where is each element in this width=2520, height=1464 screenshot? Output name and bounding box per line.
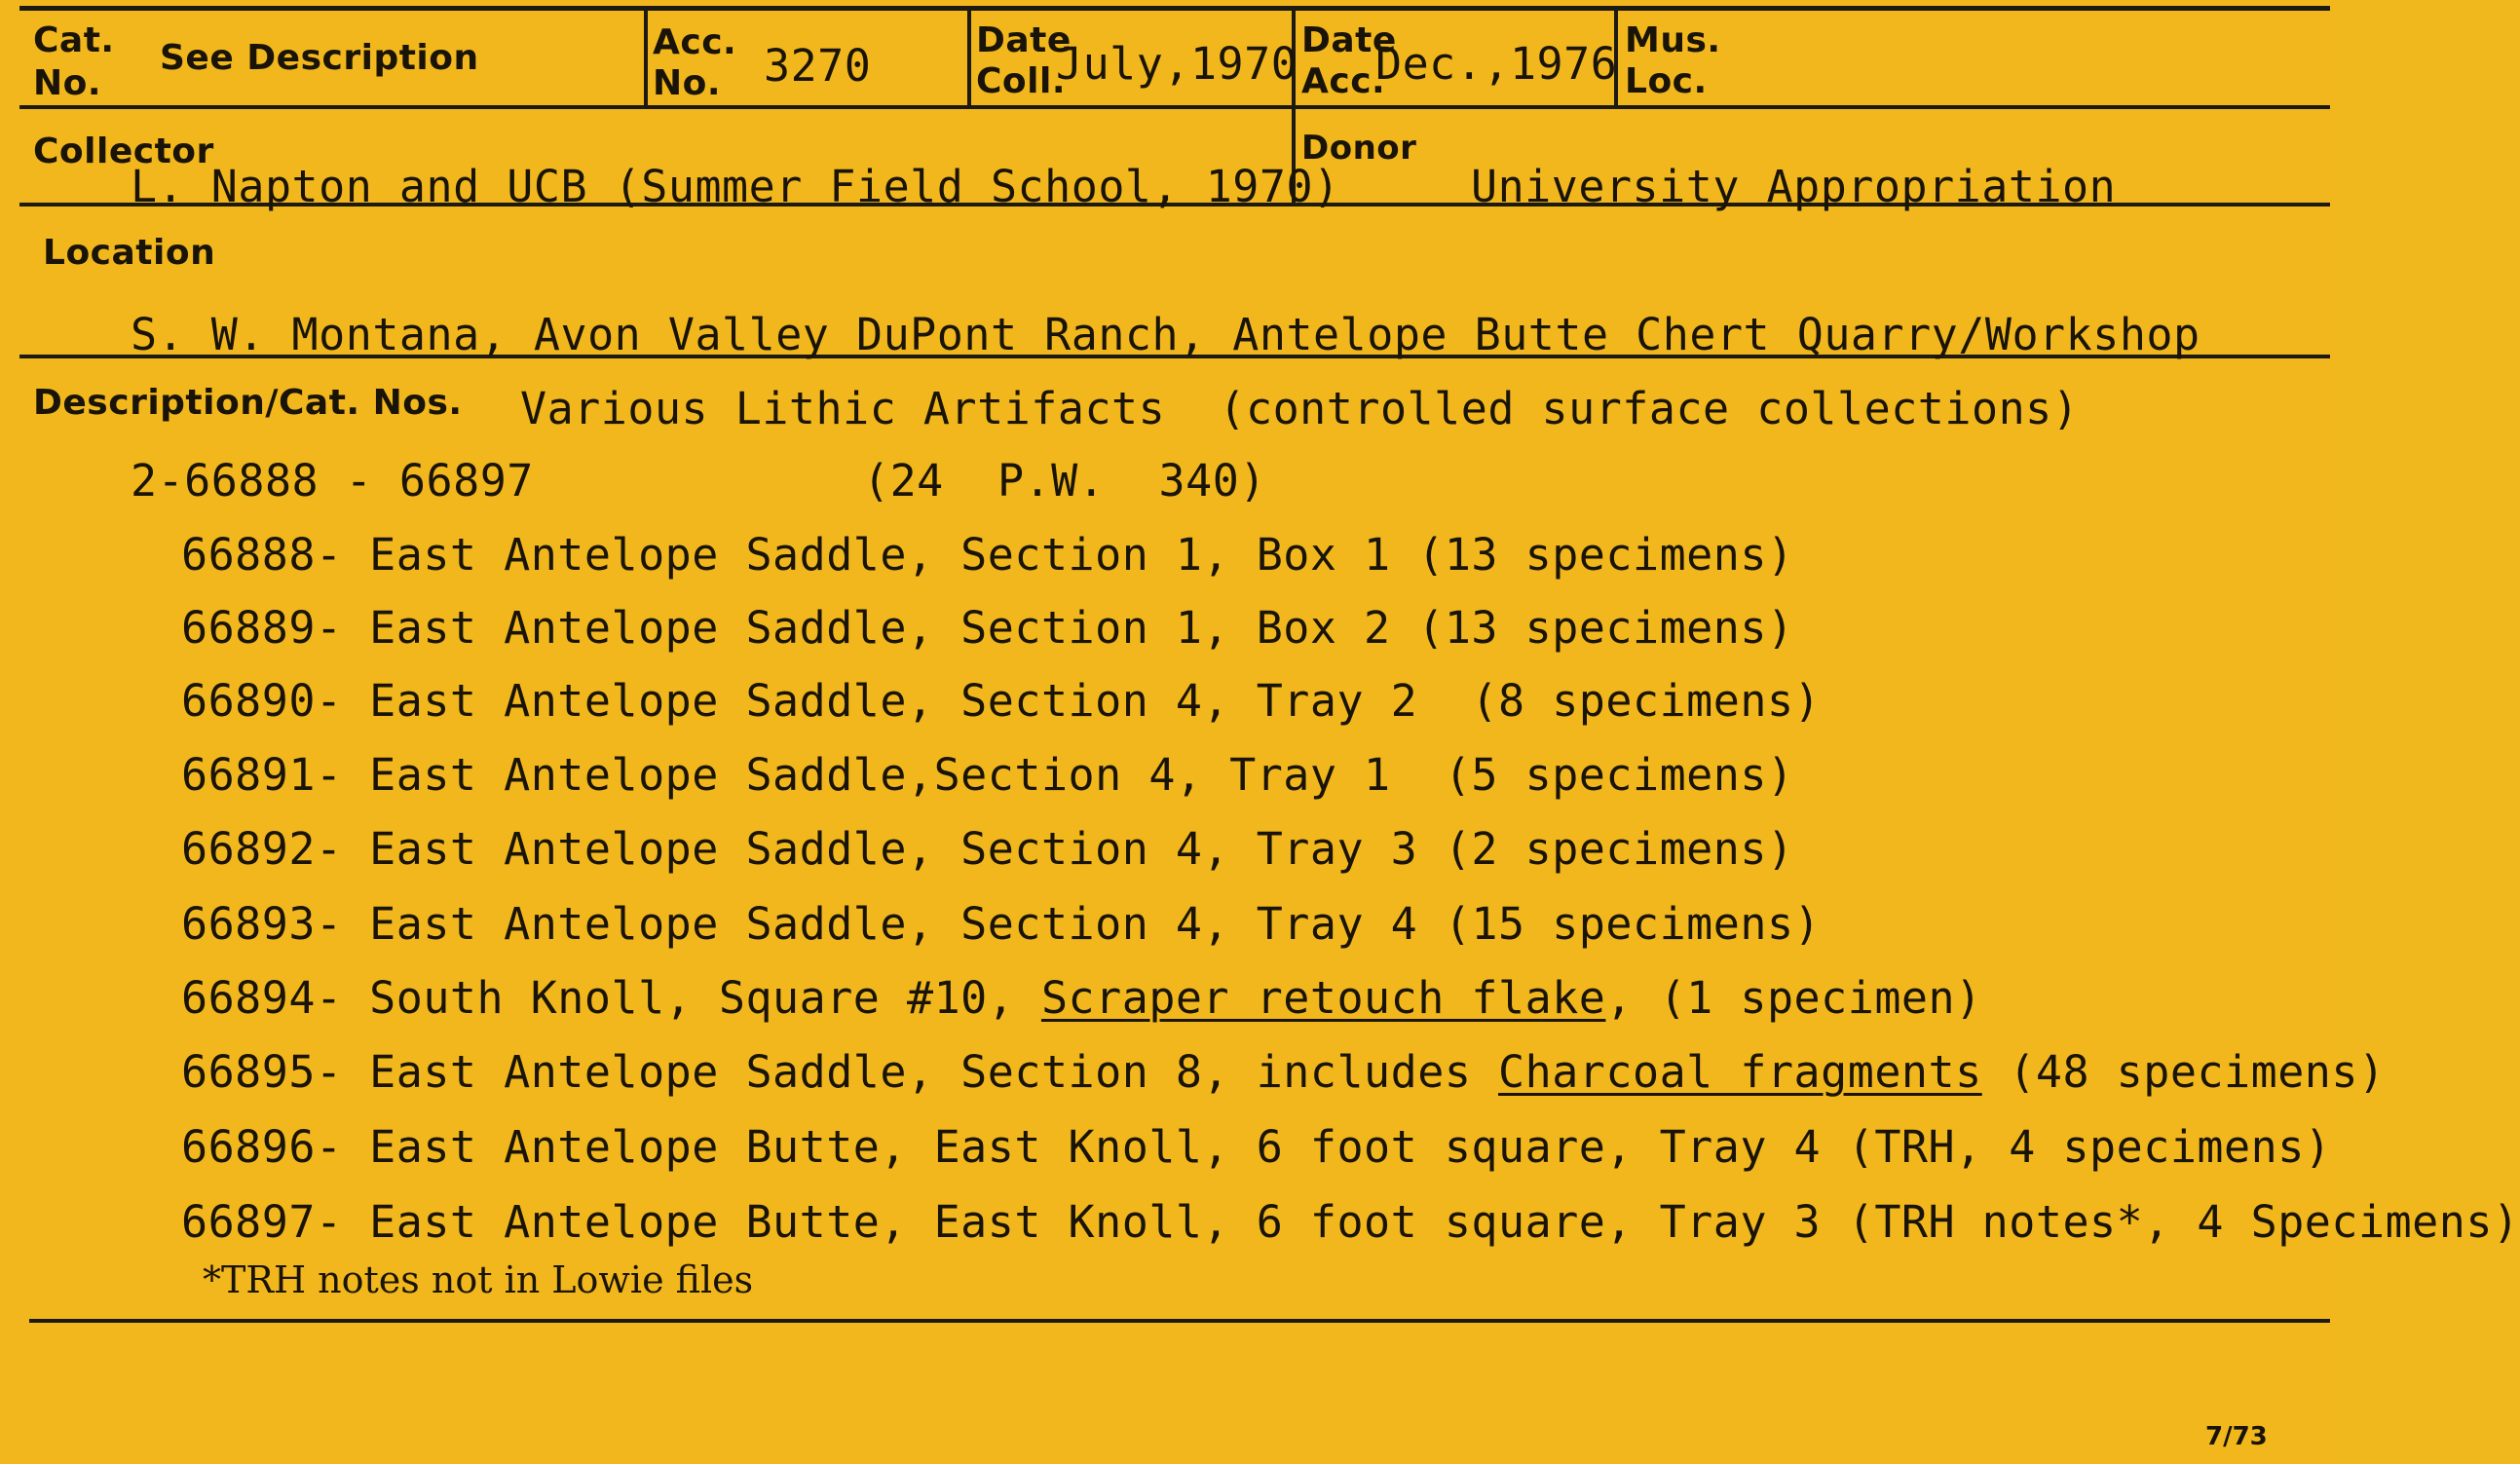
catalog-entry <box>181 973 1982 1024</box>
catalog-entry: 66897- East Antelope Butte, East Knoll, 6 foot square, Tray 3 (TRH notes*, 4 Specimens) <box>181 1196 2520 1248</box>
mus-loc-label-bottom: Loc. <box>1625 61 1708 101</box>
donor-label: Donor <box>1301 129 1417 168</box>
location-value: S. W. Montana, Avon Valley DuPont Ranch, Antelope Butte Chert Quarry/Workshop <box>131 309 2200 360</box>
catalog-entry-text: 66894- South Knoll, Square #10, <box>181 972 1041 1024</box>
cat-no-label-bottom: No. <box>33 63 102 103</box>
footnote: *TRH notes not in Lowie files <box>203 1258 754 1301</box>
footer-rule <box>29 1319 2330 1323</box>
catalog-entry: 66892- East Antelope Saddle, Section 4, Tray 3 (2 specimens) <box>181 823 1794 875</box>
card-code: 7/73 <box>2205 1422 2268 1451</box>
catalog-entry: 66893- East Antelope Saddle, Section 4, Tray 4 (15 specimens) <box>181 898 1822 950</box>
catalog-entry-text: , (1 specimen) <box>1605 972 1982 1024</box>
description-label: Description/Cat. Nos. <box>33 383 463 423</box>
catalog-entry: 66896- East Antelope Butte, East Knoll, 6 foot square, Tray 4 (TRH, 4 specimens) <box>181 1121 2332 1173</box>
collector-value: L. Napton and UCB (Summer Field School, 1970) <box>131 161 1340 212</box>
divider-v2 <box>967 8 971 107</box>
date-coll-label-top: Date <box>976 20 1072 60</box>
acc-no-label-bottom: No. <box>653 63 722 103</box>
catalog-entry: 66888- East Antelope Saddle, Section 1, Box 1 (13 specimens) <box>181 529 1794 581</box>
catalog-range: 2-66888 - 66897 <box>131 455 534 507</box>
date-acc-value: Dec.,1976 <box>1375 38 1618 90</box>
location-label: Location <box>43 233 216 273</box>
underlined-term: Scraper retouch flake <box>1040 972 1606 1024</box>
divider-v1 <box>644 8 648 107</box>
catalog-range-note: (24 P.W. 340) <box>863 455 1266 507</box>
cat-no-label-top: Cat. <box>33 20 115 60</box>
underlined-term: Charcoal fragments <box>1498 1046 1982 1098</box>
catalog-entry <box>181 1047 2386 1098</box>
date-coll-label-bottom: Coll. <box>976 61 1067 101</box>
top-border <box>19 6 2330 11</box>
catalog-entry: 66890- East Antelope Saddle, Section 4, Tray 2 (8 specimens) <box>181 675 1822 727</box>
collector-label: Collector <box>33 131 214 171</box>
mus-loc-label-top: Mus. <box>1625 20 1721 60</box>
date-acc-label-bottom: Acc. <box>1301 61 1386 101</box>
date-coll-value: July,1970 <box>1056 38 1298 90</box>
date-acc-label-top: Date <box>1301 20 1397 60</box>
donor-value: University Appropriation <box>1471 161 2117 212</box>
description-summary: Various Lithic Artifacts (controlled surface collections) <box>520 383 2080 434</box>
catalog-entry-text: 66895- East Antelope Saddle, Section 8, includes <box>181 1046 1499 1098</box>
catalog-entry: 66889- East Antelope Saddle, Section 1, Box 2 (13 specimens) <box>181 602 1794 654</box>
cat-no-value: See Description <box>160 38 479 78</box>
acc-no-label-top: Acc. <box>653 22 737 62</box>
catalog-entry: 66891- East Antelope Saddle,Section 4, Tray 1 (5 specimens) <box>181 749 1794 801</box>
acc-no-value: 3270 <box>764 40 872 92</box>
header-bottom-rule <box>19 105 2330 109</box>
catalog-entry-text: (48 specimens) <box>1981 1046 2386 1098</box>
